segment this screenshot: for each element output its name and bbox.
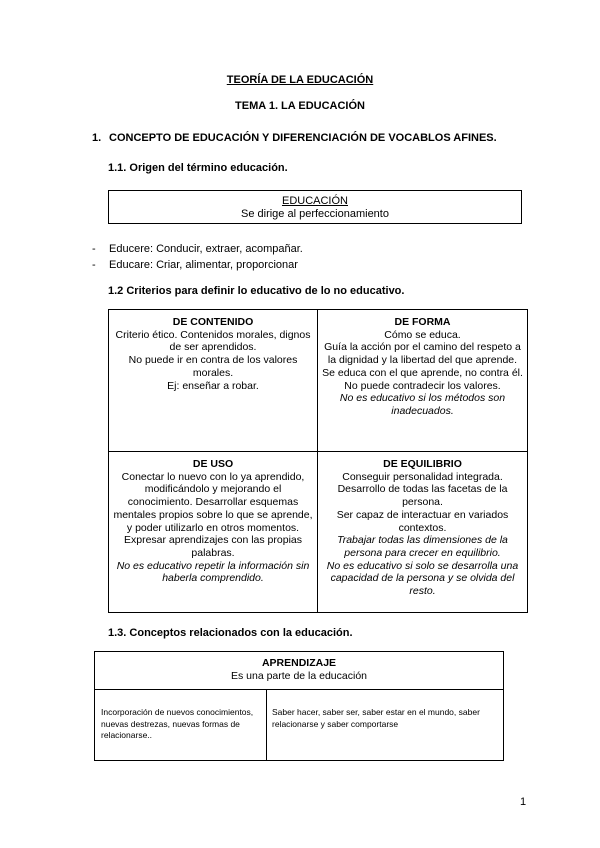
learning-box-header [95,652,503,690]
learning-box-right: Saber hacer, saber ser, saber estar en el mundo, saber relacionarse y saber comportarse [272,707,480,729]
criteria-cell-equilibrio: DE EQUILIBRIO Conseguir personalidad integrada. Desarrollo de todas las facetas de la persona. Ser capaz de interactuar en variados contextos. Trabajar todas las dimensiones de la persona para crecer en equilibrio. No es educativo si solo se desarrolla una capacidad de la persona y se olvida del resto. [318,452,527,612]
list-item: - Educere: Conducir, extraer, acompañar. [92,243,303,255]
page-number: 1 [520,796,527,808]
subsection-heading-1-1: 1.1. Origen del término educación. [108,162,288,174]
cell-title: DE EQUILIBRIO [383,458,462,470]
document-title: TEORÍA DE LA EDUCACIÓN [226,74,374,86]
learning-box-title: APRENDIZAJE [261,657,337,669]
criteria-cell-forma: DE FORMA Cómo se educa. Guía la acción por el camino del respeto a la dignidad y la libertad del que aprende. Se educa con el que aprende, no contra él. No puede contradecir los valores. No es educativo si los métodos son inadecuados. [318,310,527,452]
cell-title: DE USO [192,458,234,470]
section-heading-text: CONCEPTO DE EDUCACIÓN Y DIFERENCIACIÓN DE VOCABLOS AFINES. [109,132,497,144]
learning-box-subtitle: Es una parte de la educación [230,670,367,682]
cell-title: DE CONTENIDO [172,316,254,328]
subsection-heading-1-3: 1.3. Conceptos relacionados con la educación. [108,627,353,639]
learning-box-left: Incorporación de nuevos conocimientos, nuevas destrezas, nuevas formas de relacionarse.. [95,690,267,760]
section-heading [92,132,497,144]
learning-box-body [95,690,503,760]
learning-box [94,651,504,761]
list-item: - Educare: Criar, alimentar, proporcionar [92,259,298,271]
education-box-text: Se dirige al perfeccionamiento [241,208,389,220]
subsection-heading-1-2: 1.2 Criterios para definir lo educativo de lo no educativo. [108,285,405,297]
etymology-list [92,241,303,273]
section-number: 1. [92,132,102,144]
education-box [108,190,522,224]
cell-title: DE FORMA [394,316,451,328]
criteria-table [108,309,528,613]
criteria-cell-contenido: DE CONTENIDO Criterio ético. Contenidos morales, dignos de ser aprendidos. No puede ir en contra de los valores morales. Ej: enseñar a robar. [109,310,318,452]
topic-title: TEMA 1. LA EDUCACIÓN [235,100,365,112]
education-box-title: EDUCACIÓN [281,195,348,207]
criteria-cell-uso: DE USO Conectar lo nuevo con lo ya aprendido, modificándolo y mejorando el conocimiento. Desarrollar esquemas mentales propios sobre lo que se aprende, y poder utilizarlo en otros momentos. Expresar aprendizajes con las propias palabras. No es educativo repetir la información sin haberla comprendido. [109,452,318,612]
